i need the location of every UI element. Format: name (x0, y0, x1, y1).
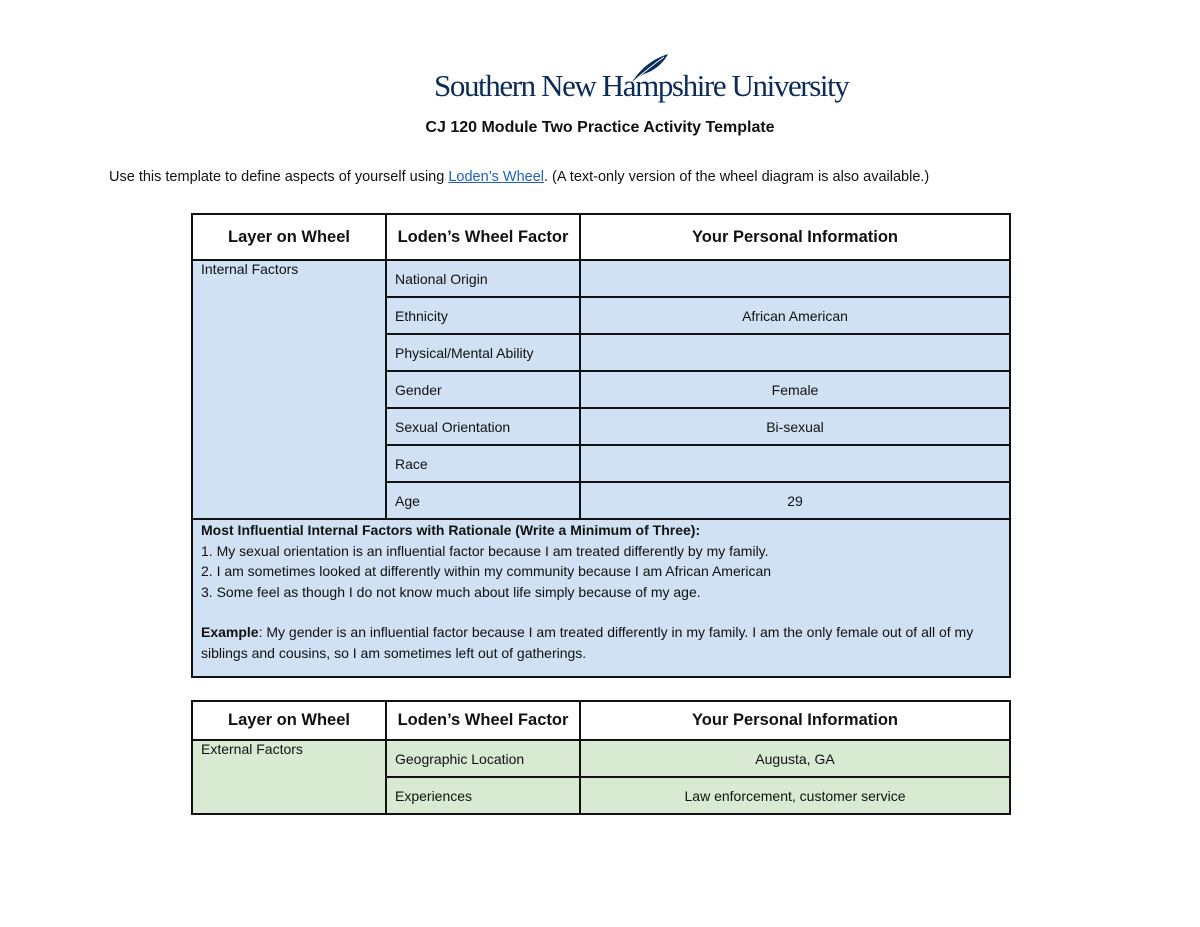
layer-cell: External Factors (192, 740, 386, 814)
intro-text-before: Use this template to define aspects of yourself using (109, 169, 449, 185)
info-cell[interactable]: African American (580, 297, 1010, 334)
info-cell[interactable] (580, 445, 1010, 482)
info-cell[interactable]: Female (580, 371, 1010, 408)
info-cell[interactable]: Law enforcement, customer service (580, 777, 1010, 814)
table-row (192, 260, 1010, 297)
header-factor: Loden’s Wheel Factor (386, 214, 580, 260)
factor-cell: Race (386, 445, 580, 482)
header-info: Your Personal Information (580, 214, 1010, 260)
header-row (192, 701, 1010, 740)
info-cell[interactable]: Augusta, GA (580, 740, 1010, 777)
table-row (192, 740, 1010, 777)
rationale-row (192, 519, 1010, 677)
info-cell[interactable] (580, 334, 1010, 371)
rationale-item-2: 2. I am sometimes looked at differently within my community because I am African American (201, 563, 772, 579)
internal-factors-table (191, 213, 1011, 678)
factor-cell: National Origin (386, 260, 580, 297)
header-layer: Layer on Wheel (192, 214, 386, 260)
layer-cell: Internal Factors (192, 260, 386, 519)
university-logo-text: Southern New Hampshire University (434, 68, 849, 103)
rationale-item-1: 1. My sexual orientation is an influential factor because I am treated differently by my family. (201, 542, 769, 559)
example-text: : My gender is an influential factor because I am treated differently in my family. I am the only female out of all of my siblings and cousins, so I am sometimes left out of gatherings. (201, 624, 974, 661)
lodens-wheel-link[interactable]: Loden’s Wheel (448, 169, 544, 185)
factor-cell: Physical/Mental Ability (386, 334, 580, 371)
factor-cell: Experiences (386, 777, 580, 814)
factor-cell: Sexual Orientation (386, 408, 580, 445)
external-factors-table (191, 700, 1011, 815)
example-paragraph (201, 624, 973, 661)
university-logo (434, 52, 849, 112)
header-info: Your Personal Information (580, 701, 1010, 740)
example-label: Example (201, 624, 259, 640)
rationale-heading: Most Influential Internal Factors with Rationale (Write a Minimum of Three): (201, 522, 701, 538)
factor-cell: Gender (386, 371, 580, 408)
info-cell[interactable]: 29 (580, 482, 1010, 519)
header-factor: Loden’s Wheel Factor (386, 701, 580, 740)
factor-cell: Geographic Location (386, 740, 580, 777)
document-title: CJ 120 Module Two Practice Activity Template (425, 119, 775, 136)
factor-cell: Ethnicity (386, 297, 580, 334)
intro-text-after: . (A text-only version of the wheel diagram is also available.) (544, 169, 930, 185)
rationale-cell[interactable] (192, 519, 1010, 677)
intro-paragraph (109, 169, 929, 185)
header-layer: Layer on Wheel (192, 701, 386, 740)
spacer (201, 602, 1001, 622)
info-cell[interactable] (580, 260, 1010, 297)
rationale-item-3: 3. Some feel as though I do not know much about life simply because of my age. (201, 583, 701, 600)
factor-cell: Age (386, 482, 580, 519)
header-row (192, 214, 1010, 260)
info-cell[interactable]: Bi-sexual (580, 408, 1010, 445)
